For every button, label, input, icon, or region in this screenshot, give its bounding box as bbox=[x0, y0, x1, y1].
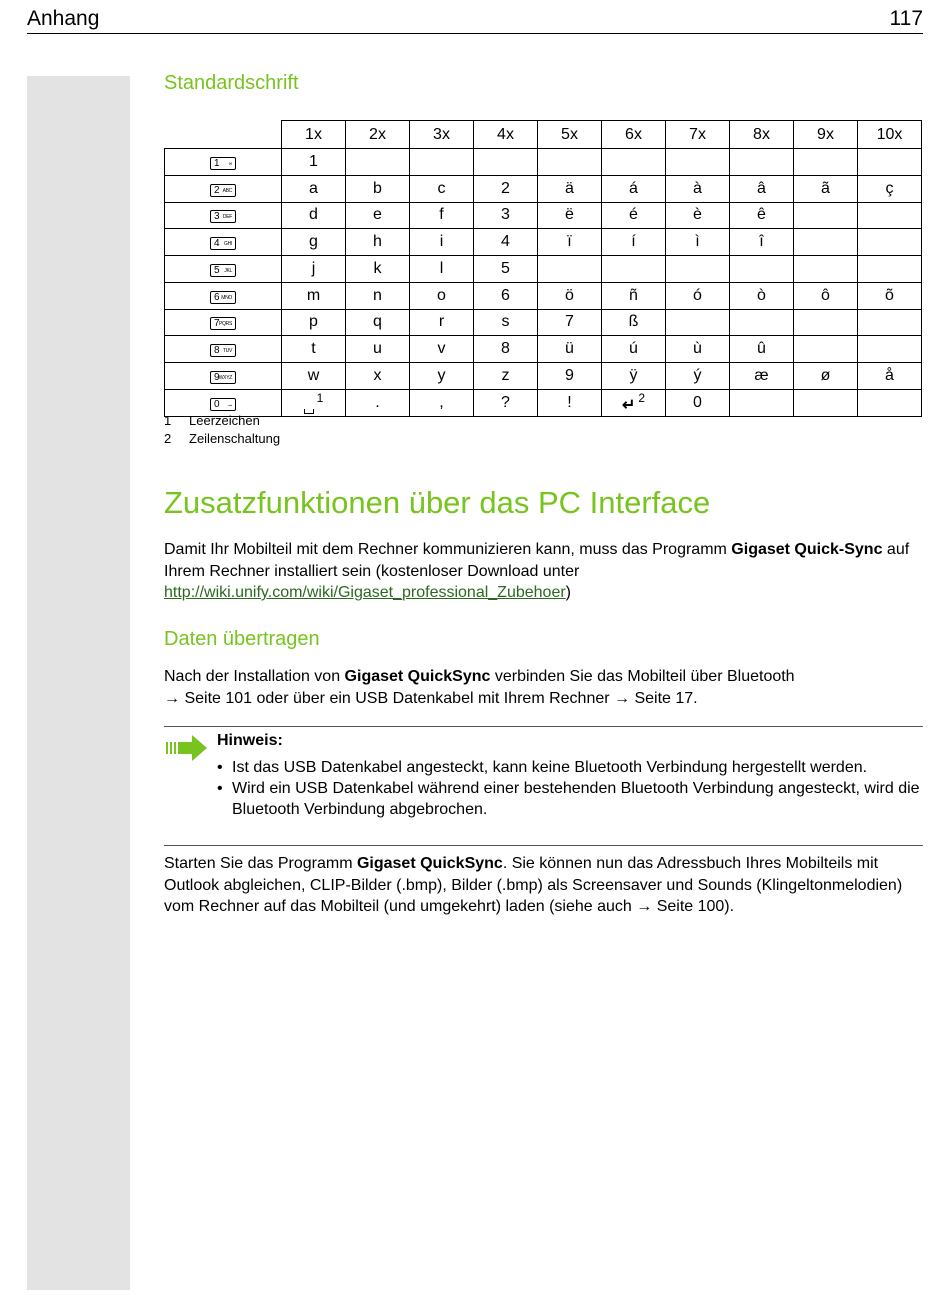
char-cell: 1 bbox=[282, 149, 346, 176]
char-cell: à bbox=[666, 175, 730, 202]
column-header: 4x bbox=[474, 121, 538, 149]
char-cell bbox=[794, 149, 858, 176]
char-cell: ü bbox=[538, 336, 602, 363]
char-cell: ÿ bbox=[602, 363, 666, 390]
key-cell bbox=[165, 336, 282, 363]
list-item: • Ist das USB Datenkabel angesteckt, kann keine Bluetooth Verbindung hergestellt werden. bbox=[217, 759, 868, 776]
table-row bbox=[165, 309, 922, 336]
table-row bbox=[165, 149, 922, 176]
table-row bbox=[165, 389, 922, 416]
key-cell bbox=[165, 282, 282, 309]
section-title: Zusatzfunktionen über das PC Interface bbox=[164, 485, 711, 520]
space-cell: 1 bbox=[282, 389, 346, 416]
table-row bbox=[165, 336, 922, 363]
char-cell: ö bbox=[538, 282, 602, 309]
char-cell: æ bbox=[730, 363, 794, 390]
key-cell bbox=[165, 389, 282, 416]
char-cell: ý bbox=[666, 363, 730, 390]
char-cell: 0 bbox=[666, 389, 730, 416]
table-row bbox=[165, 282, 922, 309]
char-cell: è bbox=[666, 202, 730, 229]
transfer-paragraph: Nach der Installation von Gigaset QuickSync verbinden Sie das Mobilteil über Bluetooth → Seite 101 oder über ein USB Datenkabel mit Ihrem Rechner → Seite 17. bbox=[164, 668, 795, 707]
table-row bbox=[165, 229, 922, 256]
char-cell: ! bbox=[538, 389, 602, 416]
char-cell: f bbox=[410, 202, 474, 229]
char-cell: w bbox=[282, 363, 346, 390]
char-cell bbox=[794, 229, 858, 256]
char-cell bbox=[858, 336, 922, 363]
char-cell: 5 bbox=[474, 256, 538, 283]
enter-icon: ↵ bbox=[621, 396, 636, 414]
char-cell: t bbox=[282, 336, 346, 363]
char-cell: á bbox=[602, 175, 666, 202]
char-cell: , bbox=[410, 389, 474, 416]
char-cell bbox=[794, 336, 858, 363]
char-cell: a bbox=[282, 175, 346, 202]
footnote-1: 1 Leerzeichen bbox=[164, 413, 260, 428]
char-cell: 7 bbox=[538, 309, 602, 336]
char-cell: ç bbox=[858, 175, 922, 202]
char-cell: u bbox=[346, 336, 410, 363]
char-cell: n bbox=[346, 282, 410, 309]
char-cell: p bbox=[282, 309, 346, 336]
char-cell bbox=[602, 256, 666, 283]
page-header bbox=[27, 6, 923, 34]
table-heading: Standardschrift bbox=[164, 72, 299, 94]
char-cell: h bbox=[346, 229, 410, 256]
char-cell: ò bbox=[730, 282, 794, 309]
char-cell: j bbox=[282, 256, 346, 283]
key-9-icon: 9 WXYZ bbox=[210, 371, 236, 384]
char-cell bbox=[346, 149, 410, 176]
page-number: 117 bbox=[889, 7, 923, 30]
table-row bbox=[165, 175, 922, 202]
char-cell: ô bbox=[794, 282, 858, 309]
char-cell: r bbox=[410, 309, 474, 336]
char-cell: õ bbox=[858, 282, 922, 309]
key-cell bbox=[165, 175, 282, 202]
section-name: Anhang bbox=[27, 7, 100, 30]
char-cell bbox=[410, 149, 474, 176]
char-cell: 6 bbox=[474, 282, 538, 309]
char-cell: c bbox=[410, 175, 474, 202]
char-cell bbox=[858, 256, 922, 283]
enter-cell: ↵ $^2$ bbox=[602, 389, 666, 416]
char-cell: q bbox=[346, 309, 410, 336]
closing-paragraph: Starten Sie das Programm Gigaset QuickSync. Sie können nun das Adressbuch Ihres Mobilteils mit Outlook abgleichen, CLIP-Bilder (.bmp), Bilder (.bmp) als Screensaver und Sounds (Klingeltonmelodien) vom Rechner auf das Mobilteil (und umgekehrt) laden (siehe auch → Seite 100). bbox=[164, 855, 903, 915]
char-cell bbox=[474, 149, 538, 176]
char-cell: ? bbox=[474, 389, 538, 416]
key-4-icon: 4 GHI bbox=[210, 237, 236, 250]
char-cell: ó bbox=[666, 282, 730, 309]
char-cell: ä bbox=[538, 175, 602, 202]
char-cell: í bbox=[602, 229, 666, 256]
char-cell: û bbox=[730, 336, 794, 363]
char-cell: y bbox=[410, 363, 474, 390]
char-cell: ñ bbox=[602, 282, 666, 309]
key-6-icon: 6 MNO bbox=[210, 291, 236, 304]
note-title: Hinweis: bbox=[217, 732, 283, 749]
char-cell: e bbox=[346, 202, 410, 229]
char-cell: ã bbox=[794, 175, 858, 202]
char-cell bbox=[538, 256, 602, 283]
char-cell: ú bbox=[602, 336, 666, 363]
char-cell: 2 bbox=[474, 175, 538, 202]
char-cell bbox=[794, 202, 858, 229]
download-link[interactable]: http://wiki.unify.com/wiki/Gigaset_professional_Zubehoer bbox=[164, 584, 566, 601]
note-box bbox=[164, 726, 923, 846]
intro-paragraph: Damit Ihr Mobilteil mit dem Rechner kommunizieren kann, muss das Programm Gigaset Quick-Sync auf Ihrem Rechner installiert sein (kostenloser Download unter http://wiki.unify.com/wiki/Gigaset_professional_Zubehoer) bbox=[164, 541, 910, 601]
char-cell: ê bbox=[730, 202, 794, 229]
char-cell bbox=[858, 309, 922, 336]
char-cell: k bbox=[346, 256, 410, 283]
sidebar-margin bbox=[27, 76, 130, 1290]
char-cell bbox=[858, 389, 922, 416]
char-cell: m bbox=[282, 282, 346, 309]
table-row bbox=[165, 363, 922, 390]
char-cell bbox=[538, 149, 602, 176]
char-cell bbox=[730, 309, 794, 336]
table-row bbox=[165, 256, 922, 283]
green-arrow-icon bbox=[166, 735, 208, 761]
char-cell: î bbox=[730, 229, 794, 256]
char-cell: 4 bbox=[474, 229, 538, 256]
char-cell bbox=[858, 202, 922, 229]
key-0-icon: 0 ⌴ bbox=[210, 398, 236, 411]
key-cell bbox=[165, 309, 282, 336]
char-cell bbox=[794, 309, 858, 336]
char-cell bbox=[794, 256, 858, 283]
char-cell bbox=[858, 229, 922, 256]
char-cell: 3 bbox=[474, 202, 538, 229]
char-cell: ß bbox=[602, 309, 666, 336]
char-cell bbox=[858, 149, 922, 176]
char-cell: o bbox=[410, 282, 474, 309]
key-8-icon: 8 TUV bbox=[210, 344, 236, 357]
column-header: 7x bbox=[666, 121, 730, 149]
key-2-icon: 2 ABC bbox=[210, 184, 236, 197]
list-item: • Wird ein USB Datenkabel während einer bestehenden Bluetooth Verbindung angesteckt, wird die Bluetooth Verbindung abgebrochen. bbox=[217, 780, 920, 818]
char-cell: 9 bbox=[538, 363, 602, 390]
char-cell: i bbox=[410, 229, 474, 256]
key-cell bbox=[165, 202, 282, 229]
char-cell: s bbox=[474, 309, 538, 336]
key-cell bbox=[165, 229, 282, 256]
char-cell bbox=[730, 389, 794, 416]
char-cell: . bbox=[346, 389, 410, 416]
table-header-row bbox=[165, 121, 922, 149]
char-cell: v bbox=[410, 336, 474, 363]
char-cell bbox=[666, 256, 730, 283]
char-cell: l bbox=[410, 256, 474, 283]
space-icon bbox=[304, 409, 314, 414]
table-row bbox=[165, 202, 922, 229]
column-header: 3x bbox=[410, 121, 474, 149]
footnote-2: 2 Zeilenschaltung bbox=[164, 431, 281, 446]
key-5-icon: 5 JKL bbox=[210, 264, 236, 277]
key-1-icon: 1 ∞ bbox=[210, 157, 236, 170]
char-cell: å bbox=[858, 363, 922, 390]
column-header: 5x bbox=[538, 121, 602, 149]
char-cell: ï bbox=[538, 229, 602, 256]
char-cell: g bbox=[282, 229, 346, 256]
character-table bbox=[164, 120, 922, 417]
note-list bbox=[217, 757, 922, 820]
column-header: 9x bbox=[794, 121, 858, 149]
key-cell bbox=[165, 149, 282, 176]
char-cell bbox=[666, 309, 730, 336]
char-cell: d bbox=[282, 202, 346, 229]
column-header: 1x bbox=[282, 121, 346, 149]
column-header: 8x bbox=[730, 121, 794, 149]
char-cell: x bbox=[346, 363, 410, 390]
char-cell bbox=[794, 389, 858, 416]
char-cell: b bbox=[346, 175, 410, 202]
char-cell: ø bbox=[794, 363, 858, 390]
key-cell bbox=[165, 256, 282, 283]
char-cell: z bbox=[474, 363, 538, 390]
key-7-icon: 7 PQRS bbox=[210, 317, 236, 330]
char-cell bbox=[730, 149, 794, 176]
char-cell: 8 bbox=[474, 336, 538, 363]
subsection-title: Daten übertragen bbox=[164, 628, 320, 650]
key-3-icon: 3 DEF bbox=[210, 210, 236, 223]
char-cell bbox=[666, 149, 730, 176]
column-header: 2x bbox=[346, 121, 410, 149]
column-header: 10x bbox=[858, 121, 922, 149]
char-cell bbox=[730, 256, 794, 283]
char-cell bbox=[602, 149, 666, 176]
char-cell: ì bbox=[666, 229, 730, 256]
table-corner bbox=[165, 121, 282, 149]
char-cell: ù bbox=[666, 336, 730, 363]
char-cell: é bbox=[602, 202, 666, 229]
char-cell: â bbox=[730, 175, 794, 202]
char-cell: ë bbox=[538, 202, 602, 229]
column-header: 6x bbox=[602, 121, 666, 149]
key-cell bbox=[165, 363, 282, 390]
